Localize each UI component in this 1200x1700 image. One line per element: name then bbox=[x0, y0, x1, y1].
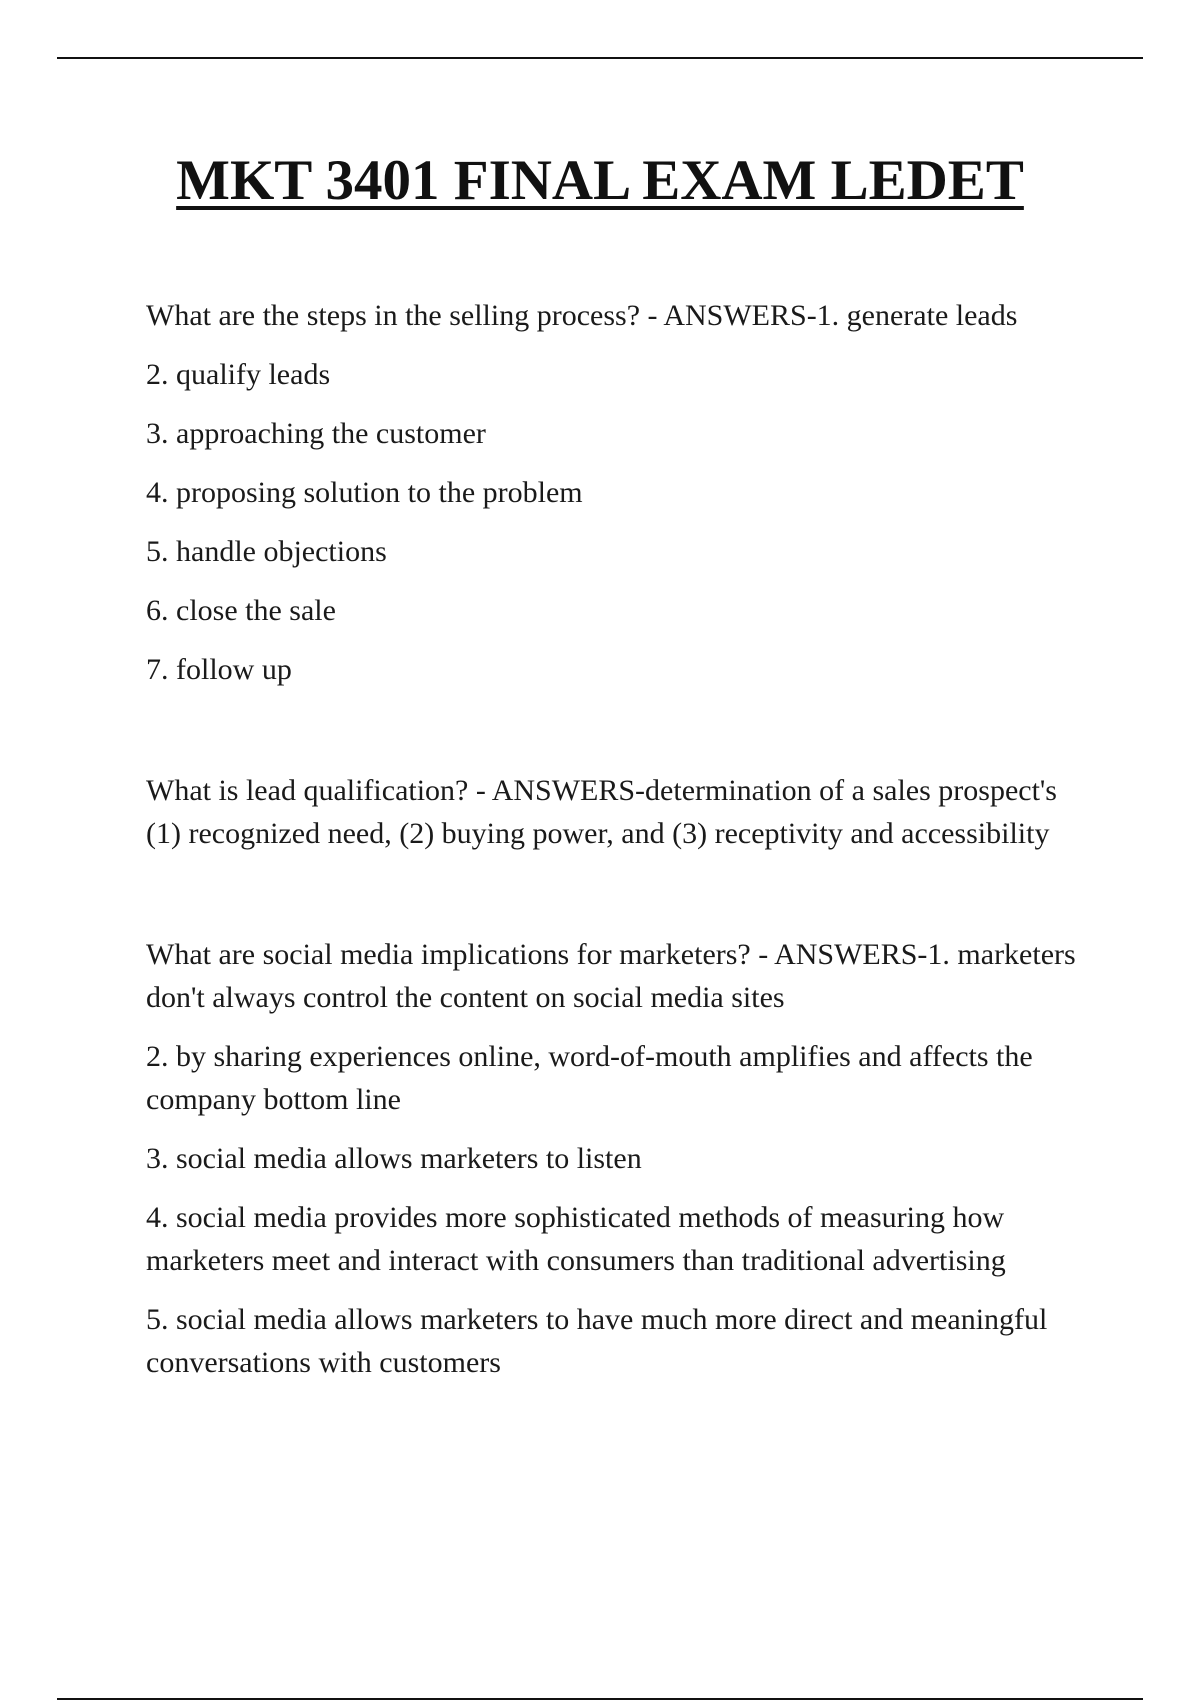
page-title bbox=[0, 150, 1200, 213]
answer-line: 4. social media provides more sophisticated methods of measuring how marketers meet and interact with consumers than traditional advertising bbox=[146, 1201, 1006, 1277]
top-divider bbox=[57, 57, 1143, 59]
page-title-text: MKT 3401 FINAL EXAM LEDET bbox=[176, 149, 1024, 212]
question-text: What are social media implications for marketers? - ANSWERS-1. marketers don't always control the content on social media sites bbox=[146, 938, 1076, 1014]
qa-block-selling-process bbox=[146, 294, 1076, 691]
answer-line: 4. proposing solution to the problem bbox=[146, 476, 583, 509]
answer-line: 5. social media allows marketers to have much more direct and meaningful conversations with customers bbox=[146, 1303, 1048, 1379]
answer-line: 5. handle objections bbox=[146, 535, 387, 568]
question-text: What are the steps in the selling process? - ANSWERS-1. generate leads bbox=[146, 299, 1018, 332]
answer-line: 7. follow up bbox=[146, 653, 292, 686]
answer-line: 2. by sharing experiences online, word-of-mouth amplifies and affects the company bottom line bbox=[146, 1040, 1033, 1116]
qa-block-social-media bbox=[146, 933, 1076, 1384]
answer-line: 3. social media allows marketers to listen bbox=[146, 1142, 642, 1175]
document-body bbox=[146, 294, 1076, 1384]
answer-line: 3. approaching the customer bbox=[146, 417, 486, 450]
answer-line: 6. close the sale bbox=[146, 594, 336, 627]
question-text: What is lead qualification? - ANSWERS-determination of a sales prospect's (1) recognized need, (2) buying power, and (3) receptivity and accessibility bbox=[146, 774, 1057, 850]
answer-line: 2. qualify leads bbox=[146, 358, 331, 391]
qa-block-lead-qualification bbox=[146, 769, 1076, 855]
